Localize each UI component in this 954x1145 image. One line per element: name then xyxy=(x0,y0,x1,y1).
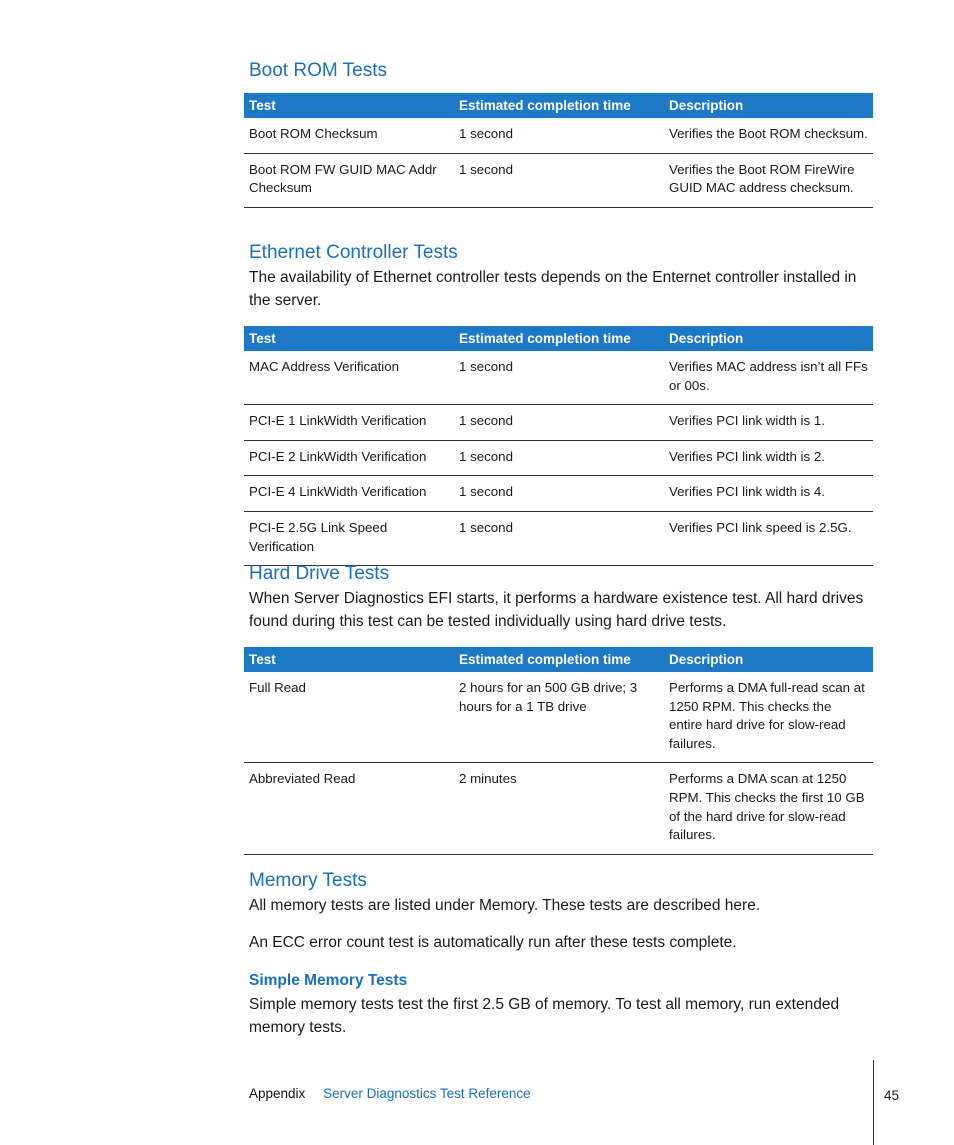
cell-test: PCI-E 1 LinkWidth Verification xyxy=(244,405,454,441)
cell-time: 1 second xyxy=(454,405,664,441)
table-row xyxy=(244,405,873,441)
ethernet-intro: The availability of Ethernet controller tests depends on the Enternet controller installed in the server. xyxy=(249,269,857,309)
ethernet-table xyxy=(244,326,873,566)
cell-time: 1 second xyxy=(454,118,664,153)
memory-para-3: Simple memory tests test the first 2.5 GB of memory. To test all memory, run extended memory tests. xyxy=(249,996,840,1036)
cell-time: 2 minutes xyxy=(454,763,664,854)
table-row xyxy=(244,118,873,153)
cell-time: 1 second xyxy=(454,440,664,476)
cell-time: 1 second xyxy=(454,511,664,565)
boot-rom-table xyxy=(244,93,873,208)
cell-test: Full Read xyxy=(244,672,454,763)
footer-divider xyxy=(873,1060,874,1145)
table-row xyxy=(244,153,873,207)
column-header-time: Estimated completion time xyxy=(454,93,664,118)
footer-section-label: Appendix xyxy=(249,1086,306,1101)
cell-test: Abbreviated Read xyxy=(244,763,454,854)
column-header-description: Description xyxy=(664,647,873,672)
boot-rom-heading: Boot ROM Tests xyxy=(249,60,387,81)
table-row xyxy=(244,511,873,565)
footer-chapter-title: Server Diagnostics Test Reference xyxy=(323,1086,531,1101)
cell-description: Verifies PCI link width is 1. xyxy=(664,405,873,441)
hard-drive-heading: Hard Drive Tests xyxy=(249,563,390,584)
table-row xyxy=(244,440,873,476)
cell-time: 1 second xyxy=(454,153,664,207)
cell-description: Verifies PCI link width is 4. xyxy=(664,476,873,512)
hard-drive-table xyxy=(244,647,873,855)
cell-test: Boot ROM FW GUID MAC Addr Checksum xyxy=(244,153,454,207)
table-row xyxy=(244,763,873,854)
cell-description: Verifies PCI link width is 2. xyxy=(664,440,873,476)
memory-heading: Memory Tests xyxy=(249,870,367,891)
table-header-row xyxy=(244,647,873,672)
simple-memory-subheading: Simple Memory Tests xyxy=(249,972,408,989)
cell-test: Boot ROM Checksum xyxy=(244,118,454,153)
cell-description: Verifies PCI link speed is 2.5G. xyxy=(664,511,873,565)
column-header-time: Estimated completion time xyxy=(454,326,664,351)
table-header-row xyxy=(244,93,873,118)
table-row xyxy=(244,476,873,512)
table-header-row xyxy=(244,326,873,351)
memory-para-2: An ECC error count test is automatically run after these tests complete. xyxy=(249,934,737,951)
cell-test: PCI-E 4 LinkWidth Verification xyxy=(244,476,454,512)
column-header-time: Estimated completion time xyxy=(454,647,664,672)
table-row xyxy=(244,672,873,763)
cell-description: Verifies the Boot ROM FireWire GUID MAC address checksum. xyxy=(664,153,873,207)
cell-test: PCI-E 2.5G Link Speed Verification xyxy=(244,511,454,565)
column-header-test: Test xyxy=(244,93,454,118)
column-header-description: Description xyxy=(664,93,873,118)
cell-time: 1 second xyxy=(454,476,664,512)
cell-time: 2 hours for an 500 GB drive; 3 hours for a 1 TB drive xyxy=(454,672,664,763)
cell-description: Performs a DMA full-read scan at 1250 RPM. This checks the entire hard drive for slow-read failures. xyxy=(664,672,873,763)
ethernet-heading: Ethernet Controller Tests xyxy=(249,242,458,263)
page-content xyxy=(244,0,873,1145)
cell-description: Verifies MAC address isn’t all FFs or 00s. xyxy=(664,351,873,405)
column-header-description: Description xyxy=(664,326,873,351)
cell-test: PCI-E 2 LinkWidth Verification xyxy=(244,440,454,476)
page-footer xyxy=(249,1086,531,1101)
column-header-test: Test xyxy=(244,326,454,351)
table-row xyxy=(244,351,873,405)
column-header-test: Test xyxy=(244,647,454,672)
memory-para-1: All memory tests are listed under Memory. These tests are described here. xyxy=(249,897,761,914)
hard-drive-intro: When Server Diagnostics EFI starts, it performs a hardware existence test. All hard drives found during this test can be tested individually using hard drive tests. xyxy=(249,590,864,630)
cell-time: 1 second xyxy=(454,351,664,405)
cell-description: Verifies the Boot ROM checksum. xyxy=(664,118,873,153)
cell-test: MAC Address Verification xyxy=(244,351,454,405)
page-number: 45 xyxy=(884,1088,900,1103)
cell-description: Performs a DMA scan at 1250 RPM. This checks the first 10 GB of the hard drive for slow-read failures. xyxy=(664,763,873,854)
